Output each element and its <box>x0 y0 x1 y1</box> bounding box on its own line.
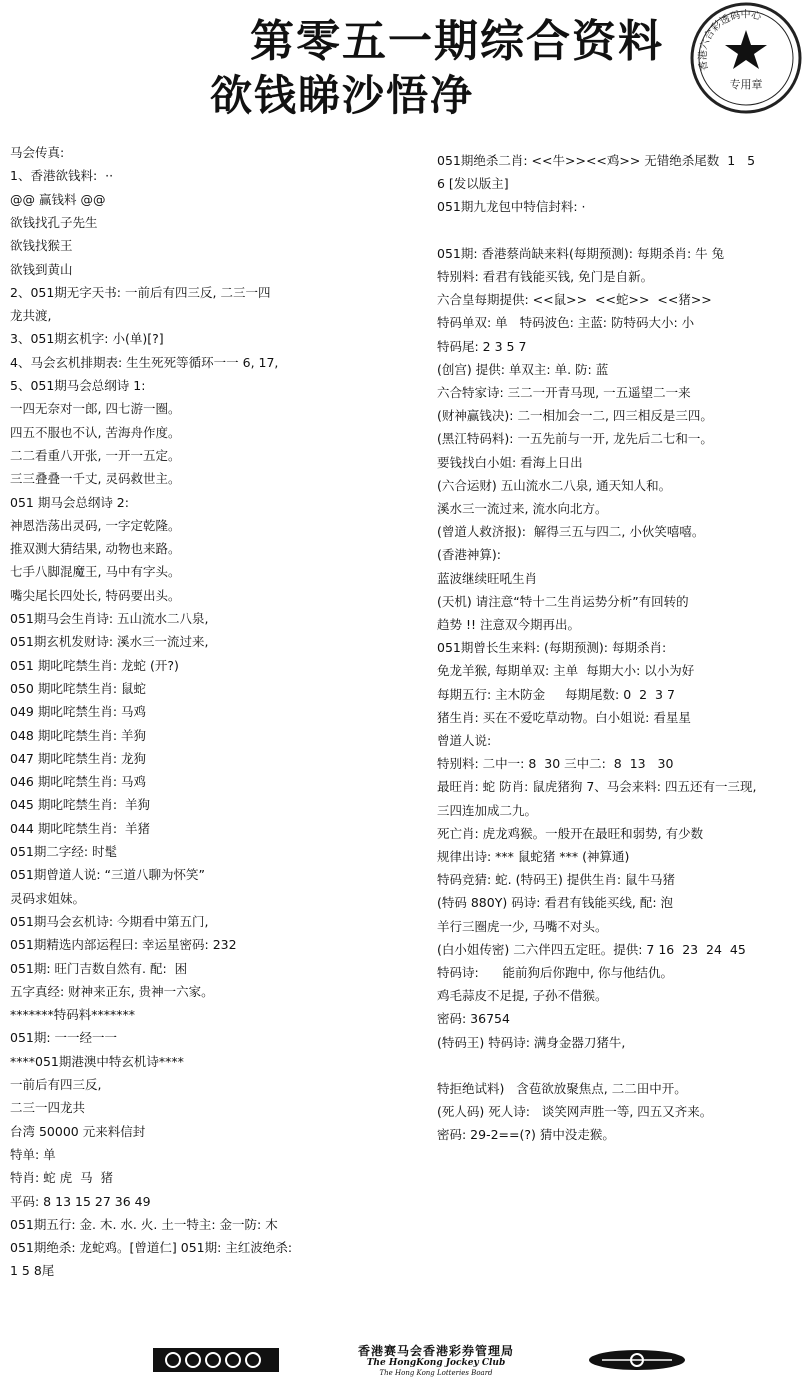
text-line: 特别料: 看君有钱能买钱, 免门是自新。 <box>437 269 654 284</box>
text-line: 特单: 单 <box>10 1146 56 1162</box>
text-line: 羊行三圈虎一少, 马嘴不对头。 <box>437 918 608 934</box>
text-line: 死亡肖: 虎龙鸡猴。一般开在最旺和弱势, 有少数 <box>437 825 704 841</box>
text-line: 051期: 香港蔡尚缺来料(每期预测): 每期杀肖: 牛 兔 <box>437 245 725 261</box>
text-line: 最旺肖: 蛇 防肖: 鼠虎猪狗 7、马会来料: 四五还有一三现, <box>437 779 757 795</box>
text-line: 马会传真: <box>10 145 65 160</box>
jockey-club-logo <box>153 1348 279 1372</box>
text-line: 特肖: 蛇 虎 马 猪 <box>10 1170 114 1186</box>
text-line: (黑江特码料): 一五先前与一开, 龙先后二七和一。 <box>437 431 713 447</box>
text-line: 推双测大猜结果, 动物也来路。 <box>10 541 181 557</box>
text-line: (天机) 请注意“特十二生肖运势分析”有回转的 <box>437 593 689 609</box>
text-line: 四五不服也不认, 苦海舟作度。 <box>10 424 181 440</box>
text-line: (特码 880Y) 码诗: 看君有钱能买线, 配: 泡 <box>437 895 674 911</box>
text-line: 三三叠叠一千丈, 灵码救世主。 <box>10 471 181 487</box>
text-line: 五字真经: 财神来正东, 贵神一六家。 <box>10 983 214 999</box>
text-line: 规律出诗: *** 鼠蛇猪 *** (神算通) <box>437 849 630 864</box>
stamp-label: 专用章 <box>729 78 763 91</box>
text-line: (曾道人救济报): 解得三五与四二, 小伙笑嘻嘻。 <box>437 524 705 540</box>
text-line: 045 期叱咤禁生肖: 羊狗 <box>10 797 150 813</box>
text-line: 051期绝杀二肖: <<牛>><<鸡>> 无错绝杀尾数 1 5 <box>437 153 756 168</box>
text-line: 台湾 50000 元来料信封 <box>10 1123 146 1139</box>
footer <box>150 1342 710 1378</box>
text-line: 要钱找白小姐: 看海上日出 <box>437 454 583 470</box>
text-line: 溪水三一流过来, 流水向北方。 <box>437 501 608 516</box>
text-line: 051期五行: 金. 木. 水. 火. 土一特主: 金一防: 木 <box>10 1216 278 1232</box>
page-subtitle: 欲钱睇沙悟净 <box>210 71 475 120</box>
text-line: *******特码料******* <box>10 1007 136 1023</box>
text-line: 051期曾长生来料: (每期预测): 每期杀肖: <box>437 640 667 656</box>
club-name-cn: 香港赛马会香港彩券管理局 <box>357 1344 514 1358</box>
text-line: (六合运财) 五山流水二八泉, 通天知人和。 <box>437 477 672 493</box>
text-line: 一前后有四三反, <box>10 1077 102 1092</box>
text-line: 051期九龙包中特信封料: · <box>437 199 586 215</box>
text-line: 6 [发以版主] <box>437 176 509 192</box>
text-line: 猪生肖: 买在不爱吃草动物。白小姐说: 看星星 <box>437 709 691 725</box>
text-line: 六合皇每期提供: <<鼠>> <<蛇>> <<猪>> <box>437 292 712 308</box>
text-line: 051期精选内部运程曰: 幸运星密码: 232 <box>10 937 237 953</box>
text-line: (死人码) 死人诗: 谈笑网声胜一等, 四五又齐来。 <box>437 1104 713 1120</box>
text-line: 051期: 旺门吉数自然有. 配: 困 <box>10 960 188 976</box>
text-line: 欲钱找孔子先生 <box>10 214 98 230</box>
text-line: 051 期叱咤禁生肖: 龙蛇 (开?) <box>10 657 179 673</box>
page-title: 第零五一期综合资料 <box>250 16 664 67</box>
text-line: @@ 赢钱料 @@ <box>10 191 106 207</box>
stamp-ring-text: 香港六合彩透码中心 <box>697 9 763 72</box>
text-line: 平码: 8 13 15 27 36 49 <box>10 1193 151 1209</box>
text-line: 六合特家诗: 三二一开青马现, 一五遥望二一来 <box>437 385 691 400</box>
text-line: 046 期叱咤禁生肖: 马鸡 <box>10 774 147 790</box>
text-line: 2、051期无字天书: 一前后有四三反, 二三一四 <box>10 284 271 300</box>
text-line: 特拒绝试料) 含苞欲放聚焦点, 二二田中开。 <box>437 1081 687 1096</box>
text-line: 曾道人说: <box>437 733 492 748</box>
text-line: 二二看重八开张, 一开一五定。 <box>10 447 181 463</box>
text-line: 048 期叱咤禁生肖: 羊狗 <box>10 727 147 743</box>
text-line: 欲钱到黄山 <box>10 261 73 277</box>
text-line: 4、马会玄机排期表: 生生死死等循环一一 6, 17, <box>10 354 279 370</box>
text-line: 免龙羊猴, 每期单双: 主单 每期大小: 以小为好 <box>437 663 695 679</box>
text-line: 嘴尖尾长四处长, 特码要出头。 <box>10 587 181 603</box>
text-line: ****051期港澳中特玄机诗**** <box>10 1053 184 1069</box>
text-line: (创宫) 提供: 单双主: 单. 防: 蓝 <box>437 361 609 377</box>
text-line: 3、051期玄机字: 小(单)[?] <box>10 331 164 347</box>
text-line: 二三一四龙共 <box>10 1100 86 1116</box>
text-line: 049 期叱咤禁生肖: 马鸡 <box>10 704 147 720</box>
lotteries-board-logo <box>582 1348 692 1372</box>
text-line: 特别料: 二中一: 8 30 三中二: 8 13 30 <box>437 756 674 772</box>
text-line: 趋势 !! 注意双今期再出。 <box>437 617 580 632</box>
text-line: 051期玄机发财诗: 溪水三一流过来, <box>10 634 209 650</box>
text-line: 044 期叱咤禁生肖: 羊猪 <box>10 820 150 836</box>
text-line: 051期二字经: 时髦 <box>10 844 118 859</box>
text-line: 特码竞猜: 蛇. (特码王) 提供生肖: 鼠牛马猪 <box>437 872 676 888</box>
text-line: 蓝波继续旺吼生肖 <box>437 570 538 586</box>
text-line: 特码诗: 能前狗后你跑中, 你与他结仇。 <box>437 965 673 980</box>
text-line: 三四连加成二九。 <box>437 802 538 818</box>
text-line: 051期: 一一经一一 <box>10 1030 118 1046</box>
text-line: 龙共渡, <box>10 308 52 324</box>
text-line: (香港神算): <box>437 547 501 563</box>
text-line: 神恩浩荡出灵码, 一字定乾隆。 <box>10 517 181 533</box>
text-line: 每期五行: 主木防金 每期尾数: 0 2 3 7 <box>437 686 675 702</box>
text-line: 七手八脚混魔王, 马中有字头。 <box>10 564 181 580</box>
text-line: 051期绝杀: 龙蛇鸡。[曾道仁] 051期: 主红波绝杀: <box>10 1240 293 1256</box>
text-line: 一四无奈对一郎, 四七游一圈。 <box>10 401 181 417</box>
text-line: 5、051期马会总纲诗 1: <box>10 378 146 393</box>
text-line: 047 期叱咤禁生肖: 龙狗 <box>10 750 147 766</box>
text-line: 鸡毛蒜皮不足提, 子孙不借猴。 <box>437 988 608 1004</box>
official-stamp <box>688 0 804 122</box>
text-line: 灵码求姐妹。 <box>10 890 86 906</box>
text-line: 051期马会玄机诗: 今期看中第五门, <box>10 913 209 929</box>
text-line: 050 期叱咤禁生肖: 鼠蛇 <box>10 680 147 696</box>
club-name-en: The HongKong Jockey Club <box>366 1358 506 1368</box>
text-line: 051期马会生肖诗: 五山流水二八泉, <box>10 611 209 626</box>
text-line: 密码: 36754 <box>437 1011 510 1027</box>
text-line: (财神赢钱决): 二一相加会一二, 四三相反是三四。 <box>437 408 713 424</box>
text-line: 特码尾: 2 3 5 7 <box>437 338 527 354</box>
text-line: 1 5 8尾 <box>10 1263 55 1279</box>
text-line: 051期曾道人说: “三道八聊为怀笑” <box>10 867 205 883</box>
text-line: 051 期马会总纲诗 2: <box>10 494 129 510</box>
text-line: (特码王) 特码诗: 满身金器刀猪牛, <box>437 1034 626 1050</box>
text-line: 1、香港欲钱料: ·· <box>10 168 114 184</box>
text-line: 密码: 29-2==(?) 猜中没走猴。 <box>437 1127 615 1143</box>
text-line: 欲钱找猴王 <box>10 238 73 254</box>
text-line: (白小姐传密) 二六伴四五定旺。提供: 7 16 23 24 45 <box>437 941 746 957</box>
text-line: 特码单双: 单 特码波色: 主蓝: 防特码大小: 小 <box>437 315 695 331</box>
lotteries-board-name: The Hong Kong Lotteries Board <box>379 1369 493 1377</box>
